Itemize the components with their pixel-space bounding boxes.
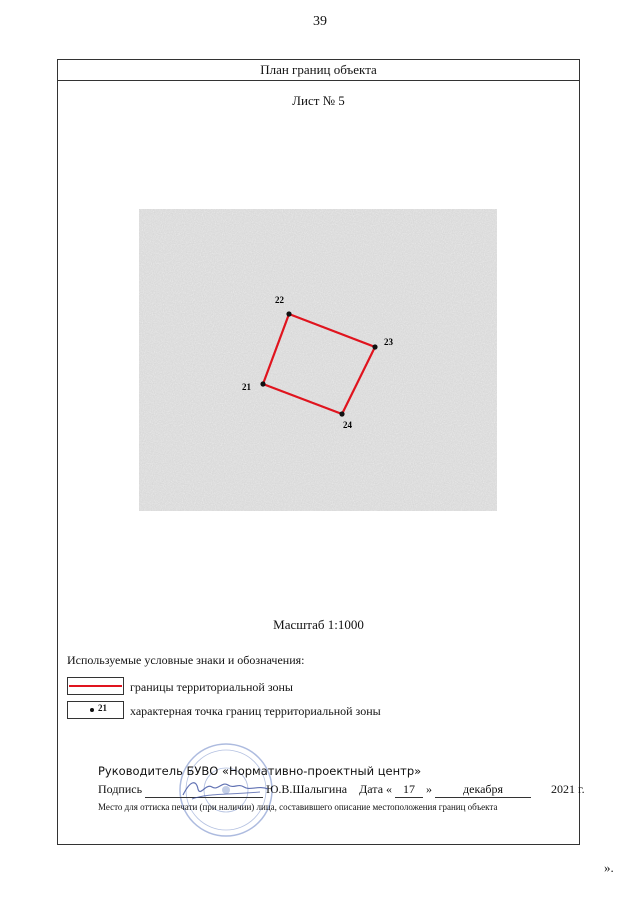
plan-map [139,209,497,511]
date-year-suffix: г. [578,782,585,796]
signer-name: Ю.В.Шалыгина [266,782,348,796]
plan-frame [57,59,585,845]
sheet-label: Лист № 5 [292,93,345,108]
position-line: Руководитель БУВО «Нормативно-проектный центр» [98,764,422,778]
handwritten-signature-icon [178,775,273,803]
point-label-23: 23 [384,337,393,347]
legend-point-label: 21 [98,703,107,713]
date-mid: » [426,782,433,796]
closing-mark: ». [604,860,614,875]
legend-heading: Используемые условные знаки и обозначения: [67,653,305,667]
stamp-note: Место для оттиска печати (при наличии) лица, составившего описание местоположения границ объекта [98,802,498,812]
sign-label: Подпись [98,782,143,796]
date-label: Дата « [359,782,393,796]
frame-title: План границ объекта [58,60,579,81]
point-symbol [90,708,94,712]
legend-boundary-swatch [67,677,124,695]
legend-point-swatch [67,701,124,719]
boundary-point-21 [260,381,265,386]
point-label-21: 21 [242,382,251,392]
scale-label: Масштаб 1:1000 [273,617,364,632]
boundary-point-24 [339,411,344,416]
boundary-line-symbol [69,685,122,687]
point-label-22: 22 [275,295,284,305]
point-label-24: 24 [343,420,352,430]
date-month: декабря [435,782,531,798]
legend-boundary-text: границы территориальной зоны [130,680,293,694]
plan-map-svg [139,209,497,511]
aerial-photo-texture [139,209,497,511]
legend-point-text: характерная точка границ территориальной зоны [130,704,381,718]
boundary-point-23 [372,344,377,349]
signature-line [98,782,585,798]
page-number: 39 [313,14,327,29]
date-year: 2021 [551,782,576,796]
boundary-point-22 [286,311,291,316]
date-day: 17 [395,782,423,798]
